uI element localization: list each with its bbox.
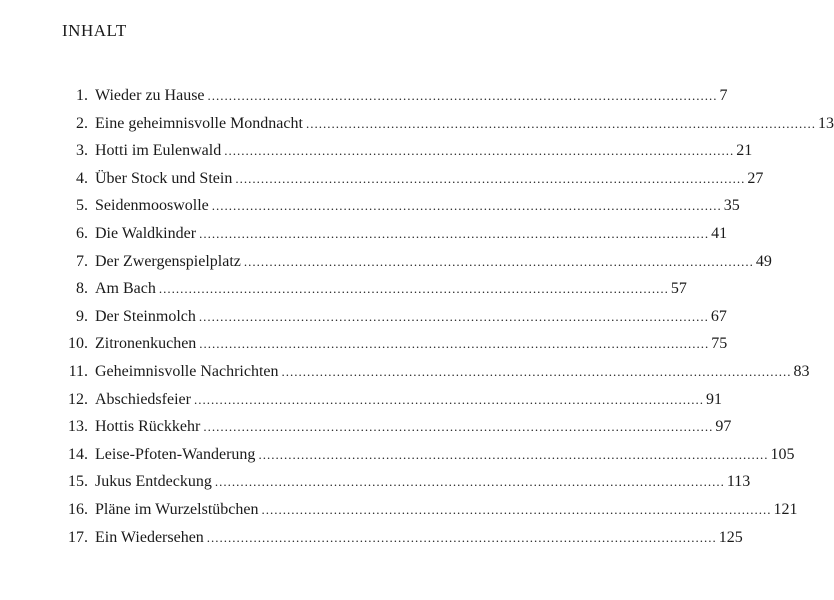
toc-entry-number: 5.	[76, 197, 88, 215]
toc-entry-page: 83	[793, 362, 810, 380]
toc-dot-leader: ........................................................................................................................	[243, 253, 754, 269]
toc-dot-leader: ........................................................................................................................	[258, 446, 769, 462]
toc-dot-leader: ........................................................................................................................	[199, 225, 710, 241]
toc-entry	[58, 441, 795, 469]
toc-entry-number: 12.	[68, 390, 88, 408]
toc-entry	[58, 82, 728, 110]
toc-entry-title: Zitronenkuchen	[95, 335, 197, 353]
toc-entry-page: 97	[715, 418, 732, 436]
toc-entry-title: Ein Wiedersehen	[95, 528, 204, 546]
toc-dot-leader: ........................................................................................................................	[214, 474, 725, 490]
toc-dot-leader: ........................................................................................................................	[206, 529, 717, 545]
toc-entry-title: Abschiedsfeier	[95, 390, 191, 408]
toc-dot-leader: ........................................................................................................................	[211, 198, 722, 214]
toc-entry	[58, 220, 728, 248]
toc-entry-title: Hotti im Eulenwald	[95, 142, 222, 160]
toc-dot-leader: ........................................................................................................................	[158, 281, 669, 297]
toc-entry-title: Pläne im Wurzelstübchen	[95, 500, 259, 518]
toc-entry-number: 9.	[76, 307, 88, 325]
toc-entry-title: Jukus Entdeckung	[95, 473, 212, 491]
toc-entry-page: 49	[755, 252, 772, 270]
toc-entry-page: 125	[718, 528, 743, 546]
toc-dot-leader: ........................................................................................................................	[305, 115, 816, 131]
toc-list	[58, 82, 834, 551]
toc-entry-page: 91	[705, 390, 722, 408]
toc-entry-title: Über Stock und Stein	[95, 169, 233, 187]
toc-dot-leader: ........................................................................................................................	[261, 501, 772, 517]
toc-dot-leader: ........................................................................................................................	[207, 88, 718, 103]
toc-entry-page: 75	[711, 335, 728, 353]
toc-entry-page: 13	[817, 114, 834, 132]
toc-dot-leader: ........................................................................................................................	[193, 391, 704, 407]
toc-dot-leader: ........................................................................................................................	[235, 170, 746, 186]
toc-entry-title: Wieder zu Hause	[95, 87, 205, 104]
toc-entry	[58, 137, 753, 165]
toc-entry-title: Am Bach	[95, 280, 156, 298]
toc-entry-title: Geheimnisvolle Nachrichten	[95, 362, 279, 380]
toc-entry-title: Seidenmooswolle	[95, 197, 209, 215]
toc-dot-leader: ........................................................................................................................	[198, 308, 709, 324]
toc-entry-number: 10.	[68, 335, 88, 353]
toc-entry-page: 27	[747, 169, 764, 187]
toc-dot-leader: ........................................................................................................................	[203, 419, 714, 435]
toc-entry-title: Der Steinmolch	[95, 307, 196, 325]
toc-entry-number: 16.	[68, 500, 88, 518]
toc-entry	[58, 358, 810, 386]
toc-entry-number: 7.	[76, 252, 88, 270]
toc-entry-number: 13.	[68, 418, 88, 436]
toc-entry-page: 41	[711, 224, 728, 242]
toc-entry-number: 6.	[76, 224, 88, 242]
toc-entry-number: 2.	[76, 114, 88, 132]
toc-entry-number: 8.	[76, 280, 88, 298]
toc-entry-title: Leise-Pfoten-Wanderung	[95, 445, 256, 463]
toc-entry	[58, 413, 732, 441]
toc-entry-number: 4.	[76, 169, 88, 187]
toc-entry-title: Die Waldkinder	[95, 224, 197, 242]
toc-entry-page: 113	[726, 473, 751, 491]
toc-entry-title: Hottis Rückkehr	[95, 418, 201, 436]
toc-entry	[58, 524, 743, 552]
toc-entry-number: 14.	[68, 445, 88, 463]
toc-entry-title: Der Zwergenspielplatz	[95, 252, 241, 270]
toc-heading: INHALT	[62, 21, 127, 40]
toc-entry-page: 57	[670, 280, 687, 298]
toc-dot-leader: ........................................................................................................................	[281, 363, 792, 379]
toc-entry	[58, 386, 722, 414]
toc-entry-page: 21	[736, 142, 753, 160]
toc-entry	[58, 330, 728, 358]
toc-entry	[58, 275, 687, 303]
toc-entry-number: 15.	[68, 473, 88, 491]
toc-entry-number: 3.	[76, 142, 88, 160]
toc-entry	[58, 192, 740, 220]
toc-entry	[58, 496, 798, 524]
toc-entry	[58, 110, 834, 138]
toc-dot-leader: ........................................................................................................................	[199, 336, 710, 352]
toc-entry-number: 17.	[68, 528, 88, 546]
toc-dot-leader: ........................................................................................................................	[224, 143, 735, 159]
toc-entry-page: 105	[770, 445, 795, 463]
toc-entry-number: 1.	[76, 87, 88, 104]
toc-entry-number: 11.	[68, 362, 88, 380]
toc-entry	[58, 303, 727, 331]
toc-entry-page: 35	[723, 197, 740, 215]
toc-entry	[58, 248, 772, 276]
toc-entry	[58, 165, 764, 193]
toc-entry	[58, 468, 751, 496]
toc-entry-page: 7	[719, 87, 728, 104]
toc-entry-title: Eine geheimnisvolle Mondnacht	[95, 114, 303, 132]
toc-entry-page: 67	[710, 307, 727, 325]
toc-entry-page: 121	[773, 500, 798, 518]
